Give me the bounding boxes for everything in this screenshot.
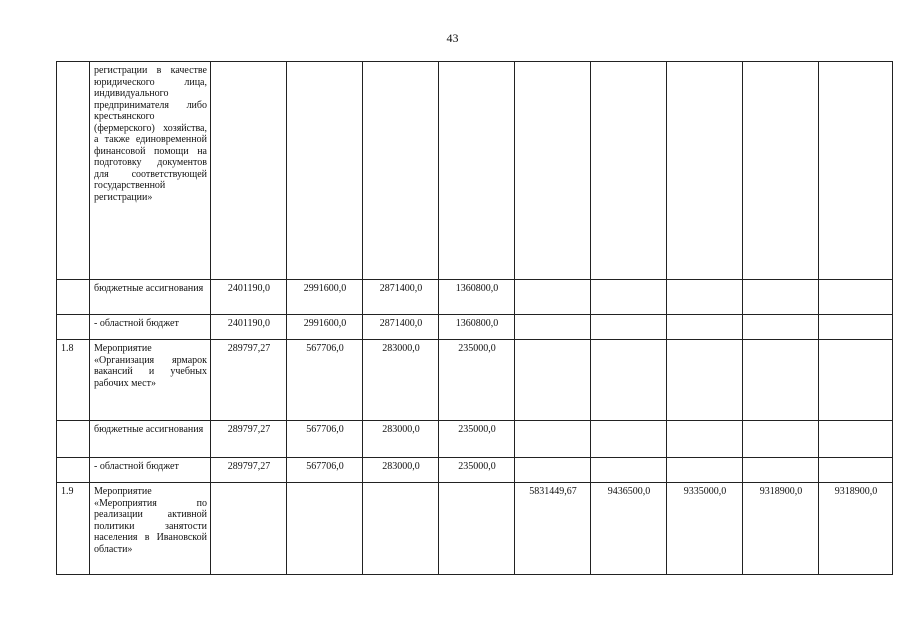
value-cell: 235000,0 <box>439 340 515 421</box>
table-row <box>57 280 893 315</box>
value-cell <box>515 458 591 483</box>
value-cell: 567706,0 <box>287 421 363 458</box>
row-index-cell <box>57 280 90 315</box>
value-cell <box>211 62 287 280</box>
value-cell: 9318900,0 <box>743 483 819 575</box>
value-cell <box>667 458 743 483</box>
table-body <box>57 62 893 575</box>
description-cell: Мероприятие «Организация ярмарок вакансий и учебных рабочих мест» <box>90 340 211 421</box>
page-number: 43 <box>446 31 459 45</box>
value-cell <box>591 315 667 340</box>
value-cell <box>591 280 667 315</box>
value-cell: 235000,0 <box>439 421 515 458</box>
value-cell <box>819 62 893 280</box>
value-cell <box>743 315 819 340</box>
row-index-cell <box>57 421 90 458</box>
value-cell: 2871400,0 <box>363 280 439 315</box>
value-cell <box>667 62 743 280</box>
value-cell <box>591 62 667 280</box>
value-cell <box>591 340 667 421</box>
row-index-cell <box>57 458 90 483</box>
value-cell <box>439 62 515 280</box>
value-cell <box>819 280 893 315</box>
value-cell <box>743 421 819 458</box>
value-cell: 289797,27 <box>211 340 287 421</box>
value-cell: 5831449,67 <box>515 483 591 575</box>
value-cell: 289797,27 <box>211 421 287 458</box>
description-cell: Мероприятие «Мероприятия по реализации активной политики занятости населения в Ивановской области» <box>90 483 211 575</box>
description-cell: бюджетные ассигнования <box>90 421 211 458</box>
row-index-cell <box>57 62 90 280</box>
value-cell <box>363 62 439 280</box>
value-cell: 2991600,0 <box>287 280 363 315</box>
table-row <box>57 458 893 483</box>
value-cell <box>819 458 893 483</box>
value-cell: 9335000,0 <box>667 483 743 575</box>
value-cell <box>515 421 591 458</box>
value-cell <box>515 62 591 280</box>
value-cell: 1360800,0 <box>439 280 515 315</box>
value-cell: 2991600,0 <box>287 315 363 340</box>
value-cell <box>667 340 743 421</box>
row-index-cell <box>57 315 90 340</box>
value-cell <box>439 483 515 575</box>
value-cell: 283000,0 <box>363 421 439 458</box>
value-cell <box>819 315 893 340</box>
value-cell <box>591 458 667 483</box>
value-cell <box>211 483 287 575</box>
value-cell <box>591 421 667 458</box>
value-cell <box>667 280 743 315</box>
value-cell <box>667 421 743 458</box>
value-cell <box>515 280 591 315</box>
value-cell <box>743 458 819 483</box>
value-cell <box>819 340 893 421</box>
value-cell: 9436500,0 <box>591 483 667 575</box>
value-cell: 283000,0 <box>363 340 439 421</box>
table-row <box>57 483 893 575</box>
value-cell: 1360800,0 <box>439 315 515 340</box>
table-row <box>57 62 893 280</box>
description-cell: регистрации в качестве юридического лица, индивидуального предпринимателя либо крестьянского (фермерского) хозяйства, а также единовременной финансовой помощи на подготовку документов для соответствующей государственной регистрации» <box>90 62 211 280</box>
value-cell <box>743 62 819 280</box>
value-cell <box>743 280 819 315</box>
value-cell <box>819 421 893 458</box>
value-cell <box>743 340 819 421</box>
value-cell <box>515 340 591 421</box>
budget-table <box>56 61 893 575</box>
value-cell: 2401190,0 <box>211 315 287 340</box>
table-row <box>57 315 893 340</box>
description-cell: - областной бюджет <box>90 315 211 340</box>
value-cell <box>287 483 363 575</box>
value-cell <box>515 315 591 340</box>
row-index-cell: 1.9 <box>57 483 90 575</box>
value-cell: 567706,0 <box>287 458 363 483</box>
value-cell: 235000,0 <box>439 458 515 483</box>
value-cell <box>287 62 363 280</box>
table-row <box>57 421 893 458</box>
value-cell: 283000,0 <box>363 458 439 483</box>
description-cell: - областной бюджет <box>90 458 211 483</box>
value-cell: 9318900,0 <box>819 483 893 575</box>
row-index-cell: 1.8 <box>57 340 90 421</box>
value-cell: 2871400,0 <box>363 315 439 340</box>
table-row <box>57 340 893 421</box>
value-cell: 2401190,0 <box>211 280 287 315</box>
value-cell: 289797,27 <box>211 458 287 483</box>
value-cell <box>363 483 439 575</box>
value-cell: 567706,0 <box>287 340 363 421</box>
description-cell: бюджетные ассигнования <box>90 280 211 315</box>
value-cell <box>667 315 743 340</box>
